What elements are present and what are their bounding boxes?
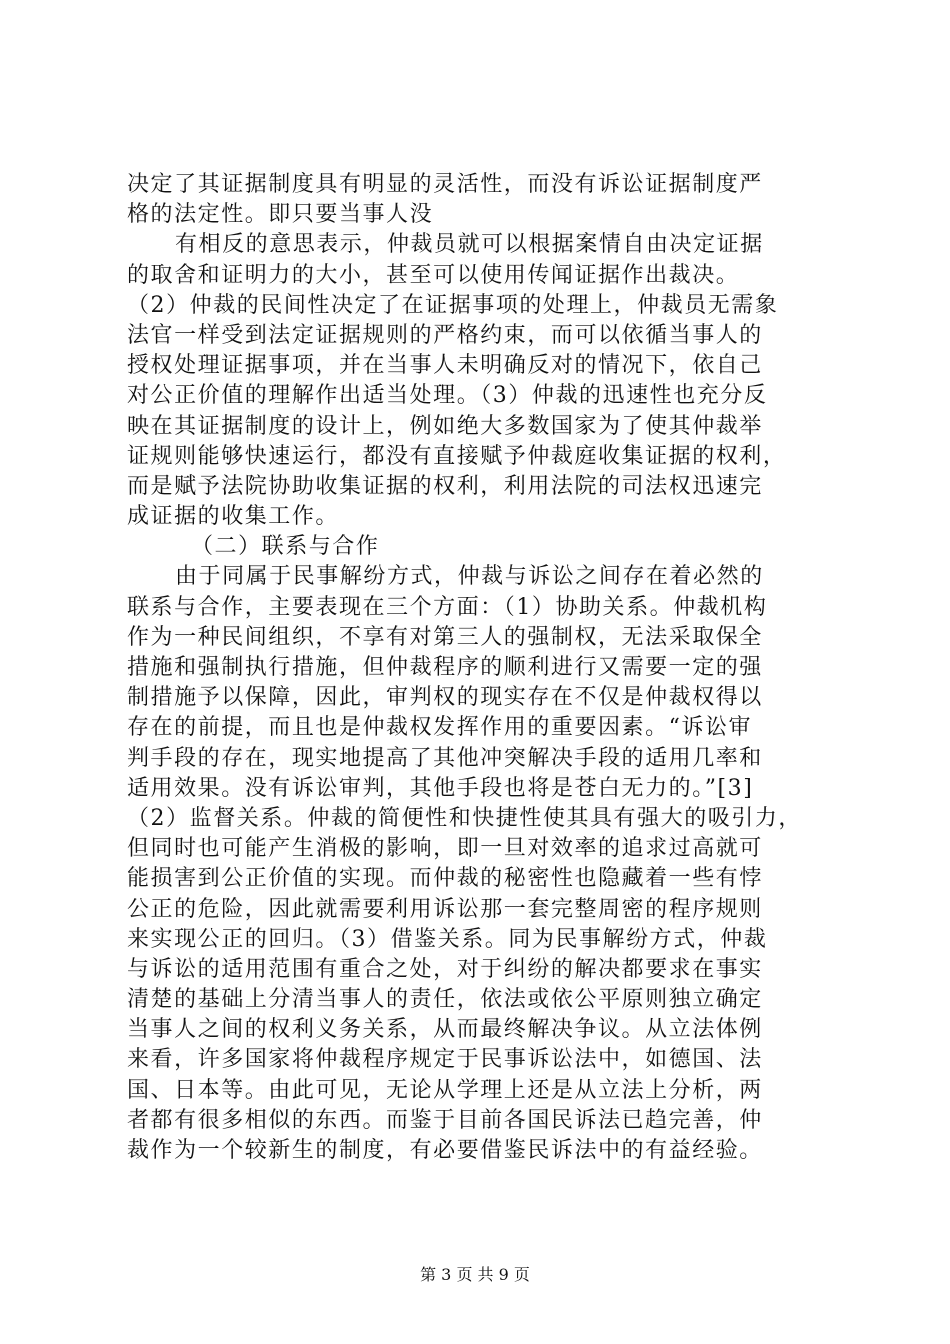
text-line: 清楚的基础上分清当事人的责任，依法或依公平原则独立确定 — [127, 987, 763, 1013]
text-line: 国、日本等。由此可见，无论从学理上还是从立法上分析，两 — [127, 1077, 763, 1103]
text-line: 能损害到公正价值的实现。而仲裁的秘密性也隐藏着一些有悖 — [127, 866, 763, 892]
text-line: 映在其证据制度的设计上，例如绝大多数国家为了使其仲裁举 — [127, 413, 763, 439]
text-line: （2）监督关系。仲裁的简便性和快捷性使其具有强大的吸引力， — [127, 805, 802, 831]
text-line: 的取舍和证明力的大小，甚至可以使用传闻证据作出裁决。 — [127, 262, 740, 288]
text-line: 有相反的意思表示，仲裁员就可以根据案情自由决定证据 — [175, 232, 764, 258]
text-line: 制措施予以保障，因此，审判权的现实存在不仅是仲裁权得以 — [127, 685, 763, 711]
text-line: 判手段的存在，现实地提高了其他冲突解决手段的适用几率和 — [127, 745, 763, 771]
text-line: 格的法定性。即只要当事人没 — [127, 202, 434, 228]
text-line: 存在的前提，而且也是仲裁权发挥作用的重要因素。“诉讼审 — [127, 715, 753, 741]
text-line: 但同时也可能产生消极的影响，即一旦对效率的追求过高就可 — [127, 836, 763, 862]
text-line: 授权处理证据事项，并在当事人未明确反对的情况下，依自己 — [127, 353, 763, 379]
text-line: （2）仲裁的民间性决定了在证据事项的处理上，仲裁员无需象 — [127, 292, 779, 318]
text-line: 裁作为一个较新生的制度，有必要借鉴民诉法中的有益经验。 — [127, 1138, 763, 1163]
text-line: 而是赋予法院协助收集证据的权利，利用法院的司法权迅速完 — [127, 473, 763, 499]
text-line: 来看，许多国家将仲裁程序规定于民事诉讼法中，如德国、法 — [127, 1047, 763, 1073]
text-line: 对公正价值的理解作出适当处理。（3）仲裁的迅速性也充分反 — [127, 383, 768, 409]
text-line: 作为一种民间组织，不享有对第三人的强制权，无法采取保全 — [127, 624, 763, 650]
text-line: 法官一样受到法定证据规则的严格约束，而可以依循当事人的 — [127, 322, 763, 348]
body-text — [127, 170, 847, 1166]
text-line: 由于同属于民事解纷方式，仲裁与诉讼之间存在着必然的 — [175, 564, 764, 590]
text-line: 来实现公正的回归。（3）借鉴关系。同为民事解纷方式，仲裁 — [127, 926, 768, 952]
text-line: 者都有很多相似的东西。而鉴于目前各国民诉法已趋完善，仲 — [127, 1107, 763, 1133]
text-line: 成证据的收集工作。 — [127, 504, 339, 530]
text-line: 公正的危险，因此就需要利用诉讼那一套完整周密的程序规则 — [127, 896, 763, 922]
section-heading: （二）联系与合作 — [191, 534, 380, 560]
text-line: 与诉讼的适用范围有重合之处，对于纠纷的解决都要求在事实 — [127, 956, 763, 982]
text-line: 证规则能够快速运行，都没有直接赋予仲裁庭收集证据的权利， — [127, 443, 787, 469]
text-line: 措施和强制执行措施，但仲裁程序的顺利进行又需要一定的强 — [127, 655, 763, 680]
text-line: 决定了其证据制度具有明显的灵活性，而没有诉讼证据制度严 — [127, 172, 763, 197]
text-line: 适用效果。没有诉讼审判，其他手段也将是苍白无力的。”[3] — [127, 775, 754, 801]
text-line: 联系与合作，主要表现在三个方面：（1）协助关系。仲裁机构 — [127, 594, 768, 620]
page-number-footer: 第 3 页 共 9 页 — [420, 1265, 530, 1284]
text-line: 当事人之间的权利义务关系，从而最终解决争议。从立法体例 — [127, 1017, 763, 1043]
